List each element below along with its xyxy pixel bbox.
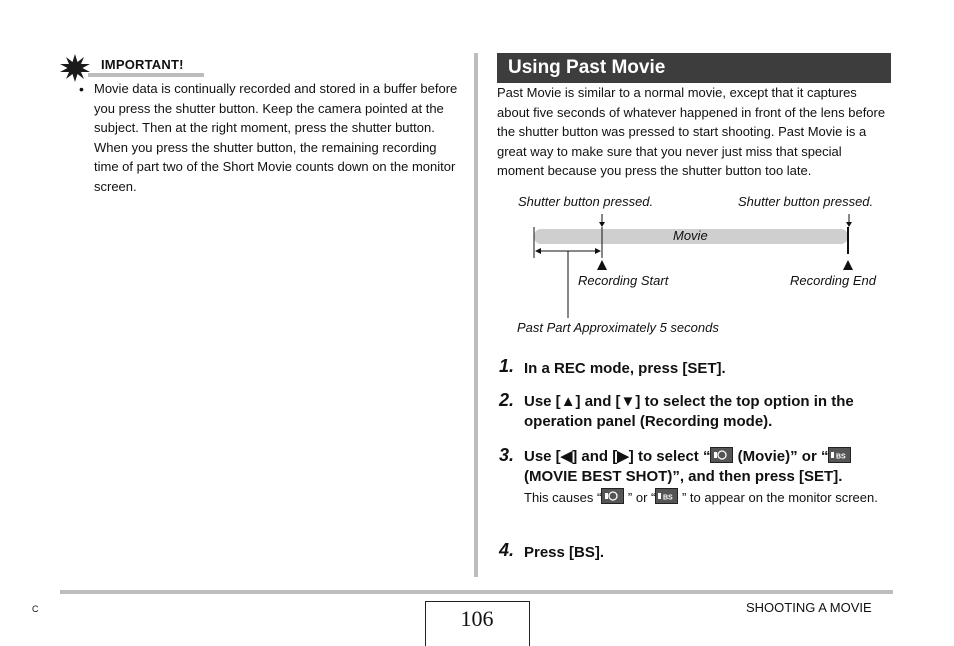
movie-bar-label: Movie: [673, 228, 708, 243]
important-label: IMPORTANT!: [101, 57, 184, 72]
column-divider: [474, 53, 478, 577]
right-arrow-icon: ▶: [617, 448, 629, 465]
shutter-right-arrowhead: [846, 222, 852, 227]
shutter-left-label: Shutter button pressed.: [518, 194, 654, 209]
step-number: 1.: [499, 356, 515, 376]
step-1: [499, 356, 514, 377]
starburst-icon: [60, 54, 90, 82]
rec-start-label: Recording Start: [578, 273, 669, 288]
best-shot-movie-icon: [655, 488, 678, 504]
past-span-right-head: [595, 248, 601, 254]
best-shot-movie-icon: [828, 447, 851, 463]
past-movie-diagram: [500, 190, 900, 340]
footer-section-name: SHOOTING A MOVIE: [746, 600, 872, 615]
movie-mode-icon: [710, 447, 733, 463]
svg-text:BS: BS: [663, 494, 674, 502]
left-arrow-icon: ◀: [560, 448, 573, 465]
step-3-text: Use [◀] and [▶] to select “ (Movie)” or “ BS (MOVIE BEST SHOT)”, and then press [SET].: [524, 447, 894, 487]
step-number: 3.: [499, 445, 515, 465]
step-1-text: In a REC mode, press [SET].: [524, 360, 726, 377]
step-3: [499, 445, 514, 466]
shutter-left-arrowhead: [599, 222, 605, 227]
step-number: 2.: [499, 390, 515, 410]
down-arrow-icon: ▼: [620, 393, 636, 410]
section-intro: Past Movie is similar to a normal movie, except that it captures about five seconds of whatever happened in front of the lens before the shutter button was pressed to start shooting. Past Movie is a great way to make sure that you never just miss that special moment because you press the shutter button too late.: [497, 85, 886, 178]
shutter-right-label: Shutter button pressed.: [738, 194, 874, 209]
section-title: Using Past Movie: [508, 57, 666, 78]
up-arrow-icon: ▲: [560, 393, 576, 410]
step-3-subtext: This causes “ ” or “ BS ” to appear on the monitor screen.: [524, 490, 878, 505]
important-bullet-text: Movie data is continually recorded and stored in a buffer before you press the shutter button. Keep the camera pointed at the subject. Then at the right moment, press the shutter button. When you press the shutter button, the remaining recording time of part two of the Short Movie counts down on the monitor screen.: [94, 81, 458, 194]
footer-left-mark: C: [32, 604, 39, 614]
page-number: 106: [460, 606, 494, 631]
svg-text:BS: BS: [836, 453, 847, 461]
past-span-left-head: [535, 248, 541, 254]
rec-start-marker: [597, 260, 607, 270]
rec-end-label: Recording End: [790, 273, 876, 288]
rec-end-marker: [843, 260, 853, 270]
bullet-dot: •: [79, 81, 84, 97]
step-4: [499, 540, 514, 561]
step-2-text: Use [▲] and [▼] to select the top option in the operation panel (Recording mode).: [524, 393, 854, 430]
movie-mode-icon: [601, 488, 624, 504]
step-4-text: Press [BS].: [524, 544, 605, 561]
footer-rule: [60, 590, 893, 594]
step-number: 4.: [499, 540, 515, 560]
step-2: [499, 390, 514, 411]
past-part-label: Past Part Approximately 5 seconds: [517, 320, 719, 335]
important-underline: [88, 73, 204, 77]
